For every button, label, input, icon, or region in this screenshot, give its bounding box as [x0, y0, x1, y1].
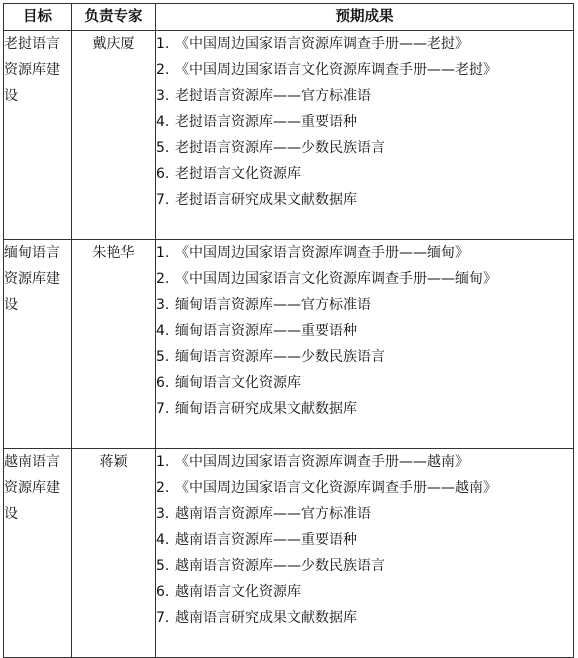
results-cell — [156, 31, 574, 240]
list-item — [156, 57, 573, 83]
item-text: 越南语言资源库——重要语种 — [175, 532, 357, 548]
goal-cell: 越南语言资源库建设 — [4, 449, 72, 658]
item-text: 缅甸语言资源库——官方标准语 — [175, 297, 371, 313]
expert-cell: 朱艳华 — [72, 240, 156, 449]
list-item — [156, 161, 573, 187]
item-number: 6. — [156, 375, 170, 391]
item-number: 7. — [156, 192, 170, 208]
item-text: 越南语言资源库——少数民族语言 — [175, 558, 385, 574]
header-expert: 负责专家 — [72, 4, 156, 31]
list-item — [156, 266, 573, 292]
item-number: 2. — [156, 62, 170, 78]
list-item — [156, 187, 573, 213]
item-text: 越南语言研究成果文献数据库 — [175, 610, 357, 626]
item-text: 老挝语言资源库——重要语种 — [175, 114, 357, 130]
item-number: 3. — [156, 506, 170, 522]
list-item — [156, 135, 573, 161]
list-item — [156, 318, 573, 344]
item-number: 6. — [156, 166, 170, 182]
list-item — [156, 292, 573, 318]
list-item — [156, 527, 573, 553]
list-item — [156, 83, 573, 109]
list-item — [156, 449, 573, 475]
list-item — [156, 579, 573, 605]
item-number: 4. — [156, 532, 170, 548]
results-list — [156, 240, 573, 422]
item-text: 老挝语言资源库——官方标准语 — [175, 88, 371, 104]
list-item — [156, 370, 573, 396]
item-text: 越南语言文化资源库 — [175, 584, 301, 600]
item-number: 3. — [156, 297, 170, 313]
item-number: 4. — [156, 323, 170, 339]
item-number: 6. — [156, 584, 170, 600]
item-text: 《中国周边国家语言文化资源库调查手册——老挝》 — [175, 62, 497, 78]
item-number: 7. — [156, 401, 170, 417]
item-text: 老挝语言研究成果文献数据库 — [175, 192, 357, 208]
item-number: 1. — [156, 36, 170, 52]
list-item — [156, 475, 573, 501]
item-number: 1. — [156, 454, 170, 470]
item-text: 《中国周边国家语言文化资源库调查手册——越南》 — [175, 480, 497, 496]
list-item — [156, 553, 573, 579]
expert-cell: 戴庆厦 — [72, 31, 156, 240]
results-cell — [156, 449, 574, 658]
item-number: 4. — [156, 114, 170, 130]
header-goal: 目标 — [4, 4, 72, 31]
header-results: 预期成果 — [156, 4, 574, 31]
plan-table — [3, 3, 574, 658]
item-text: 老挝语言资源库——少数民族语言 — [175, 140, 385, 156]
item-number: 2. — [156, 480, 170, 496]
item-number: 5. — [156, 140, 170, 156]
goal-cell: 老挝语言资源库建设 — [4, 31, 72, 240]
item-text: 缅甸语言研究成果文献数据库 — [175, 401, 357, 417]
results-list — [156, 449, 573, 631]
item-text: 越南语言资源库——官方标准语 — [175, 506, 371, 522]
item-number: 5. — [156, 349, 170, 365]
list-item — [156, 240, 573, 266]
item-number: 7. — [156, 610, 170, 626]
goal-cell: 缅甸语言资源库建设 — [4, 240, 72, 449]
item-text: 老挝语言文化资源库 — [175, 166, 301, 182]
results-cell — [156, 240, 574, 449]
table-row — [4, 449, 574, 658]
item-text: 《中国周边国家语言资源库调查手册——老挝》 — [175, 36, 469, 52]
list-item — [156, 501, 573, 527]
item-text: 《中国周边国家语言文化资源库调查手册——缅甸》 — [175, 271, 497, 287]
item-number: 2. — [156, 271, 170, 287]
expert-cell: 蒋颖 — [72, 449, 156, 658]
item-number: 1. — [156, 245, 170, 261]
list-item — [156, 31, 573, 57]
item-number: 3. — [156, 88, 170, 104]
table-row — [4, 240, 574, 449]
item-text: 《中国周边国家语言资源库调查手册——缅甸》 — [175, 245, 469, 261]
item-text: 缅甸语言资源库——少数民族语言 — [175, 349, 385, 365]
list-item — [156, 396, 573, 422]
item-number: 5. — [156, 558, 170, 574]
results-list — [156, 31, 573, 213]
list-item — [156, 344, 573, 370]
header-row — [4, 4, 574, 31]
item-text: 缅甸语言文化资源库 — [175, 375, 301, 391]
item-text: 缅甸语言资源库——重要语种 — [175, 323, 357, 339]
list-item — [156, 605, 573, 631]
item-text: 《中国周边国家语言资源库调查手册——越南》 — [175, 454, 469, 470]
list-item — [156, 109, 573, 135]
table-row — [4, 31, 574, 240]
